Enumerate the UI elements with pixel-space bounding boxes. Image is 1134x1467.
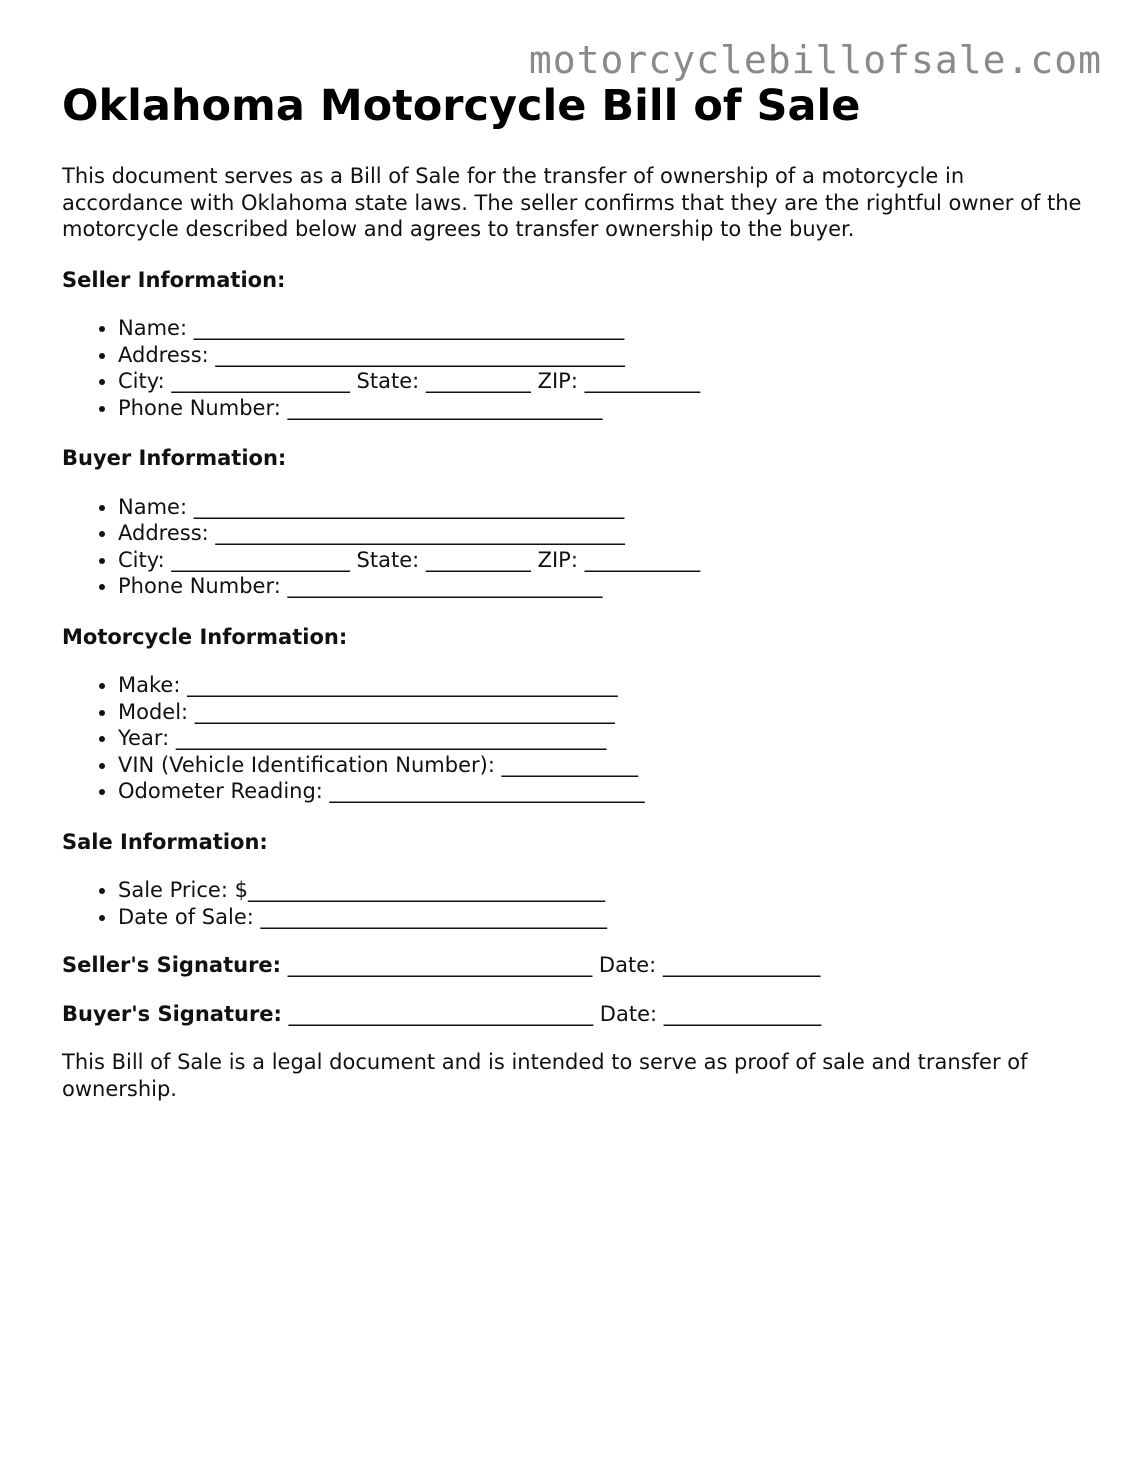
page-title: Oklahoma Motorcycle Bill of Sale [62, 81, 861, 131]
seller-fields [62, 315, 1082, 421]
buyer-signature-blanks: _____________________________ Date: _______________ [281, 1001, 822, 1026]
seller-signature-blanks: _____________________________ Date: _______________ [281, 953, 821, 977]
buyer-phone-field: • Phone Number: ______________________________ [118, 573, 1082, 600]
closing-paragraph: This Bill of Sale is a legal document and is intended to serve as proof of sale and transfer of ownership. [62, 1050, 1028, 1101]
buyer-address-field: • Address: _______________________________________ [118, 520, 1082, 547]
intro-paragraph: This document serves as a Bill of Sale for the transfer of ownership of a motorcycle in accordance with Oklahoma state laws. The seller confirms that they are the rightful owner of the motorcycle described below and agrees to transfer ownership to the buyer. [62, 164, 1082, 241]
sale-fields [62, 877, 1082, 930]
buyer-signature-label: Buyer's Signature: [62, 1001, 282, 1026]
motorcycle-fields [62, 672, 1082, 805]
buyer-signature-line [62, 1001, 1082, 1028]
buyer-heading: Buyer Information: [62, 446, 287, 470]
sale-heading: Sale Information: [62, 829, 268, 854]
seller-city-state-zip-field: • City: _________________ State: __________ ZIP: ___________ [118, 368, 1082, 395]
motorcycle-heading: Motorcycle Information: [62, 624, 348, 649]
seller-signature-line [62, 952, 1082, 979]
seller-address-field: • Address: _______________________________________ [118, 342, 1082, 369]
buyer-city-state-zip-field: • City: _________________ State: __________ ZIP: ___________ [118, 547, 1082, 574]
buyer-fields [62, 494, 1082, 600]
seller-heading: Seller Information: [62, 267, 286, 292]
sale-date-field: • Date of Sale: _________________________________ [118, 904, 1082, 931]
motorcycle-make-field: • Make: _________________________________________ [118, 672, 1082, 699]
document-body [62, 80, 1082, 1102]
sale-price-field: • Sale Price: $__________________________________ [118, 877, 1082, 904]
seller-phone-field: • Phone Number: ______________________________ [118, 395, 1082, 422]
buyer-name-field: • Name: _________________________________________ [118, 494, 1082, 521]
seller-signature-label: Seller's Signature: [62, 953, 282, 977]
motorcycle-year-field: • Year: _________________________________________ [118, 725, 1082, 752]
motorcycle-odometer-field: • Odometer Reading: ______________________________ [118, 778, 1082, 805]
motorcycle-model-field: • Model: ________________________________________ [118, 699, 1082, 726]
seller-name-field: • Name: _________________________________________ [118, 315, 1082, 342]
watermark-text: motorcyclebillofsale.com [528, 38, 1102, 82]
motorcycle-vin-field: • VIN (Vehicle Identification Number): _____________ [118, 752, 1082, 779]
